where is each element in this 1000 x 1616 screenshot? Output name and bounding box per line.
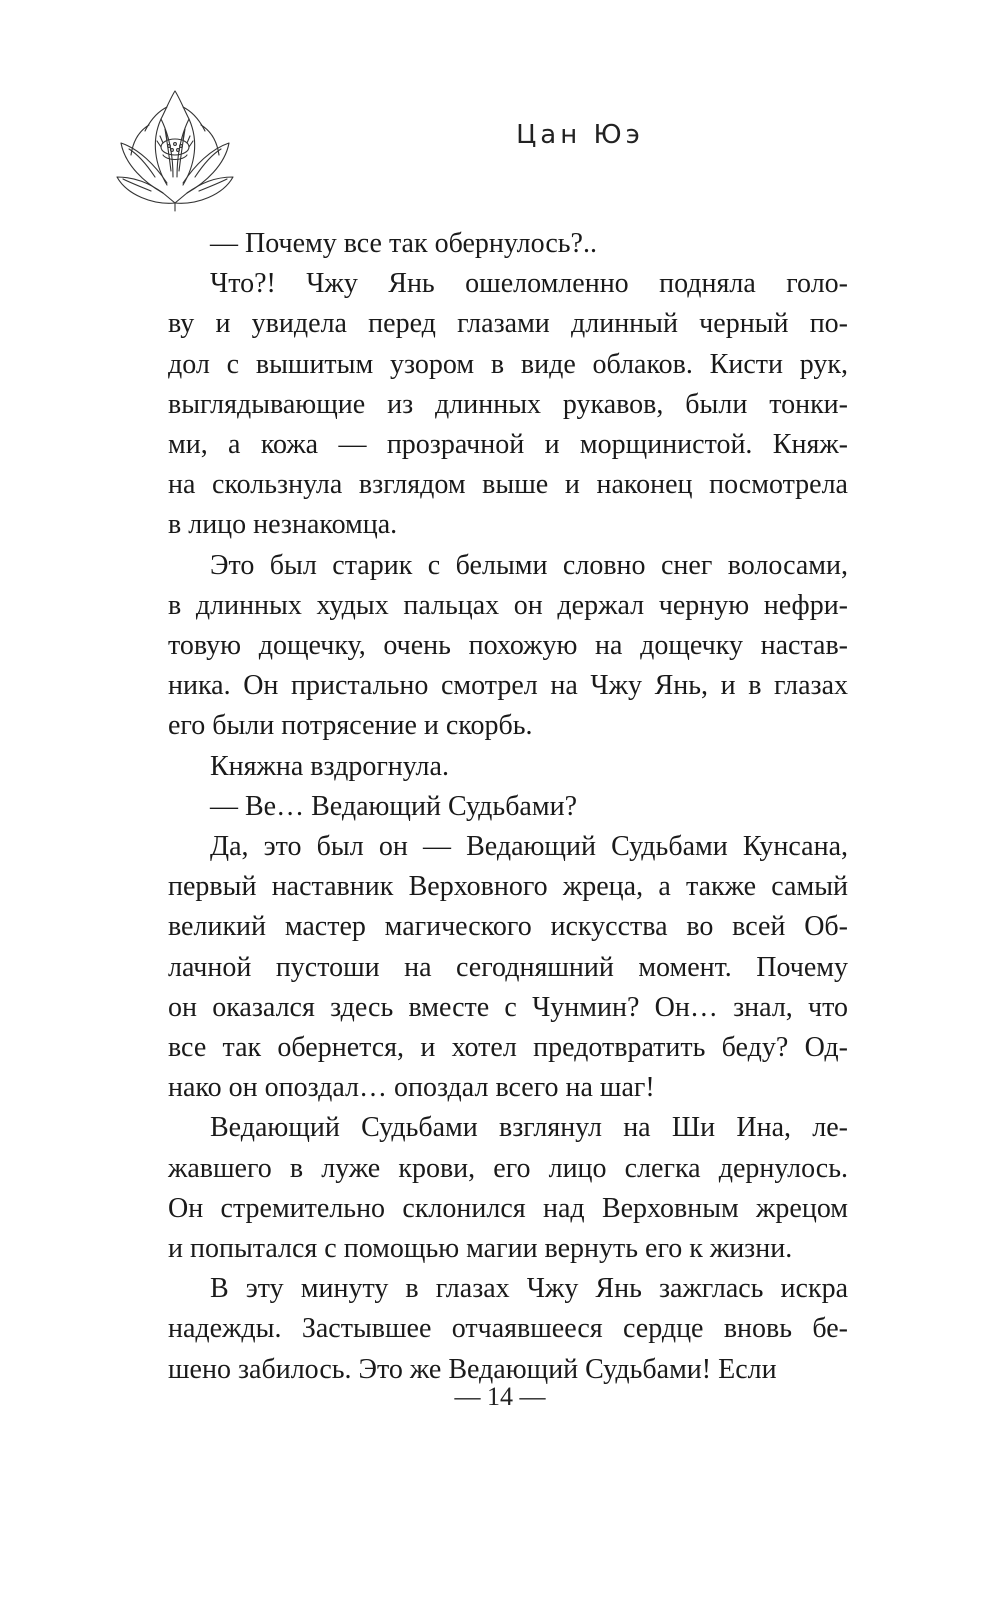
text-line: Да, это был он — Ведающий Судьбами Кунсана, — [210, 831, 848, 863]
text-line: в лицо незнакомца. — [168, 509, 398, 541]
text-line: на скользнула взглядом выше и наконец посмотрела — [168, 469, 848, 501]
paragraph — [168, 264, 848, 545]
lotus-flower-ornament — [105, 85, 245, 215]
text-line: ника. Он пристально смотрел на Чжу Янь, и в глазах — [168, 670, 848, 702]
paragraph — [168, 827, 848, 1108]
text-line: великий мастер магического искусства во всей Об- — [168, 911, 848, 943]
text-line: выглядывающие из длинных рукавов, были тонки- — [168, 388, 848, 420]
body-text — [168, 224, 848, 1390]
text-line: Что?! Чжу Янь ошеломленно подняла голо- — [210, 268, 848, 300]
text-line: шено забилось. Это же Ведающий Судьбами! Если — [168, 1353, 777, 1385]
running-head-author: Цан Юэ — [516, 120, 644, 150]
text-line: все так обернется, и хотел предотвратить беду? Од- — [168, 1032, 848, 1064]
text-line: его были потрясение и скорбь. — [168, 710, 533, 742]
page-number: — 14 — — [454, 1382, 546, 1411]
paragraph — [168, 1269, 848, 1390]
text-line: первый наставник Верховного жреца, а также самый — [168, 871, 848, 903]
text-line: Ведающий Судьбами взглянул на Ши Ина, ле- — [210, 1112, 848, 1144]
text-line: в длинных худых пальцах он держал черную нефри- — [168, 589, 848, 621]
text-line: — Почему все так обернулось?.. — [210, 228, 597, 259]
paragraph — [168, 224, 848, 264]
paragraph — [168, 747, 848, 787]
paragraph — [168, 787, 848, 827]
text-line: лачной пустоши на сегодняшний момент. Почему — [168, 951, 848, 983]
text-line: В эту минуту в глазах Чжу Янь зажглась искра — [210, 1273, 848, 1305]
text-line: — Ве… Ведающий Судьбами? — [210, 790, 577, 822]
text-line: Он стремительно склонился над Верховным жрецом — [168, 1192, 848, 1224]
text-line: и попытался с помощью магии вернуть его к жизни. — [168, 1233, 793, 1265]
text-line: товую дощечку, очень похожую на дощечку настав- — [168, 630, 848, 662]
text-line: нако он опоздал… опоздал всего на шаг! — [168, 1072, 655, 1104]
paragraph — [168, 546, 848, 747]
paragraph — [168, 1108, 848, 1269]
text-line: надежды. Застывшее отчаявшееся сердце вновь бе- — [168, 1313, 848, 1345]
text-line: дол с вышитым узором в виде облаков. Кисти рук, — [168, 348, 848, 380]
text-line: ву и увидела перед глазами длинный черный по- — [168, 308, 848, 340]
text-line: ми, а кожа — прозрачной и морщинистой. Княж- — [168, 429, 848, 461]
text-line: он оказался здесь вместе с Чунмин? Он… знал, что — [168, 991, 848, 1023]
text-line: жавшего в луже крови, его лицо слегка дернулось. — [168, 1152, 848, 1184]
text-line: Княжна вздрогнула. — [210, 750, 449, 782]
text-line: Это был старик с белыми словно снег волосами, — [210, 549, 848, 581]
